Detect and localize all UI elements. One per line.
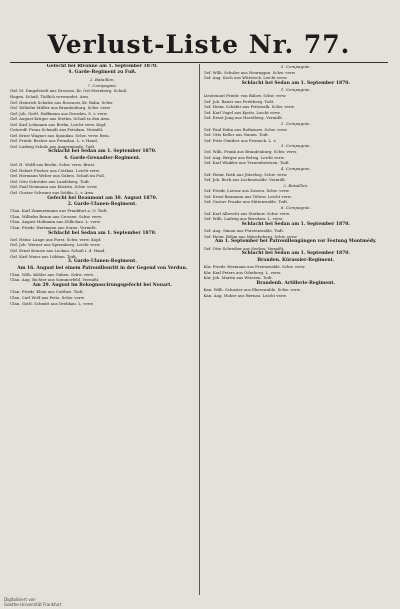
casualty-entry: Ulan. Aug. Richter aus Sommerfeld. Vermißt. (10, 277, 100, 283)
casualty-entry: Gef. Karl Albrecht aus Storkow. Schw. verw. (203, 210, 291, 216)
subsection-heading: 7. Compagnie. (87, 82, 118, 88)
casualty-entry: Kür. Karl Peters aus Oderberg. L. verw. (203, 269, 282, 275)
casualty-entry: Ulan. August Hofmann aus Züllichau. L. verw. (10, 219, 101, 225)
casualty-entry: Gef. Joh. Bauer aus Perleberg. Todt. (203, 98, 275, 104)
section-heading: Branden. Kürassier-Regiment. (257, 257, 335, 263)
right-column (199, 64, 389, 595)
section-heading: Schlacht bei Sedan am 1. September 1870. (241, 221, 350, 227)
casualty-entry: Gef. Paul Hahn aus Rathenow. Schw. verw. (203, 126, 288, 132)
subsection-heading: 4. Compagnie. (280, 165, 311, 171)
section-heading: 4. Garde-Grenadier-Regiment. (64, 155, 141, 161)
casualty-entry: Gef. Aug. Berger aus Belzig. Leicht verw. (203, 154, 285, 160)
section-heading: Schlacht bei Sedan am 1. September 1870. (241, 80, 350, 86)
subsection-heading: 1. Compagnie. (280, 87, 311, 93)
section-heading: Schlacht bei Sedan am 1. September 1870. (241, 251, 350, 257)
section-heading: 3. Garde-Ulanen-Regiment. (67, 259, 137, 265)
casualty-entry: Gef. Heinr. Lange aus Forst. Schw. verw. Kopf. (10, 236, 102, 242)
casualty-entry: Gef. Joh. Werner aus Spremberg. Leicht verw. (10, 242, 101, 248)
casualty-entry: Kür. Friedr. Hermann aus Freienwalde. Schw. verw. (203, 264, 306, 270)
casualty-entry: Ulan. Carl Wolf aus Peitz. Schw. verw. (10, 294, 85, 300)
columns (10, 64, 388, 595)
section-heading: 2. Garde-Ulanen-Regiment. (67, 201, 137, 207)
casualty-entry: Ulan. Friedr. Klein aus Cottbus. Todt. (10, 289, 84, 295)
subsection-heading: 2. Bataillon. (283, 182, 309, 188)
subsection-heading: 2. Bataillon. (89, 76, 115, 82)
casualty-entry: Kan. Wilh. Schuster aus Eberswalde. Schw. verw. (203, 287, 301, 293)
casualty-entry: Gef. Wilh. Frank aus Brandenburg. Schw. verw. (203, 149, 297, 155)
subsection-heading: 2. Compagnie. (280, 120, 311, 126)
casualty-entry: Gef. Ernst Baumann aus Teltow. Leicht verw. (203, 193, 292, 199)
casualty-entry: Gef. H. Wolff aus Berlin. Schw. verw. Brust. (10, 162, 96, 168)
subsection-heading: 6. Compagnie. (280, 205, 311, 211)
casualty-entry: Lieutenant Friedr. von Bülow. Schw. verw. (203, 93, 287, 99)
section-heading: Am 29. August im Rekognoscirungsgefecht bei Nouart. (32, 283, 172, 289)
casualty-entry: Kan. Aug. Huber aus Bernau. Leicht verw. (203, 292, 287, 298)
casualty-entry: Gef. Hermann Weber aus Guben. Schuß im Fuß. (10, 173, 106, 179)
casualty-entry: Gef. Otto Schreiber aus Seelow. Vermißt. (203, 245, 285, 251)
casualty-entry: Gef. Otto Schröder aus Landsberg. Todt. (10, 178, 91, 184)
casualty-entry: Gef. Ludwig Schulz aus Angermünde. Todt. (10, 143, 96, 149)
casualty-entry: Hagen. Schuß. Tödlich verwundet. Arm. (10, 93, 90, 99)
casualty-entry: Gef. Wilhelm Müller aus Brandenburg. Schw. verw. (10, 105, 111, 111)
casualty-entry: Gef. Karl Vogel aus Kyritz. Leicht verw. (203, 109, 281, 115)
casualty-entry: Gef. Aug. Simon aus Fürstenwalde. Todt. (203, 228, 285, 234)
casualty-entry: Gef. Otto Keller aus Nauen. Todt. (203, 132, 270, 138)
casualty-entry: Gef. Karl Meier aus Lübben. Todt. (10, 253, 78, 259)
section-heading: 4. Garde-Regiment zu Fuß. (68, 70, 137, 76)
footer-line-2: Goethe-Universität Frankfurt (4, 601, 62, 607)
casualty-entry: Gef. Aug. Koch aus Wittstock. Leicht verw. (203, 75, 288, 81)
casualty-entry: Gef. M. Dingelstedt aus Drossen, Kr. Ost-Sternberg. Schuß. (10, 88, 128, 94)
subsection-heading: 3. Compagnie. (280, 143, 311, 149)
casualty-entry: Gef. Joh. Beck aus Luckenwalde. Vermißt. (203, 177, 287, 183)
casualty-entry: Gef. Heinrich Schulze aus Rosenow, Kr. Bahn. Schw. (10, 99, 114, 105)
casualty-entry: Gef. August Krüger aus Stettin. Schuß in den Arm. (10, 116, 111, 122)
casualty-entry: Gef. Friedr. Becker aus Prenzlau. L. v. Hand. (10, 138, 98, 144)
casualty-entry: Gef. Heinr. Böhm aus Müncheberg. Schw. verw. (203, 233, 298, 239)
footer-line-1: Digitalisiert von (4, 597, 36, 602)
casualty-entry: Gef. Karl Winkler aus Treuenbrietzen. Todt. (203, 160, 290, 166)
casualty-entry: Gef. Wilh. Ludwig aus Beeskow. L. verw. (203, 216, 284, 222)
casualty-entry: Ulan. Wilh. Köhler aus Guben. Schw. verw. (10, 271, 95, 277)
casualty-entry: Gef. Ernst Wagner aus Spandau. Schw. verw. Bein. (10, 132, 110, 138)
casualty-entry: Gef. Friedr. Lorenz aus Zossen. Schw. verw. (203, 188, 290, 194)
casualty-entry: Gef. Paul Neumann aus Küstrin. Schw. verw. (10, 184, 98, 190)
page-title: Verlust-Liste Nr. 77. (10, 30, 388, 63)
casualty-entry: Gef. Gustav Schwarz aus Soldin. L. v. Arm. (10, 189, 95, 195)
section-heading: Am 16. August bei einem Patrouillenritt in der Gegend von Verdun. (17, 265, 188, 271)
section-heading: Gefecht bei Rivonne am 1. September 1870. (46, 64, 158, 69)
casualty-entry: Unteroff. Franz Schmidt aus Potsdam. Vermißt. (10, 127, 104, 133)
section-heading: Gefecht bei Beaumont am 30. August 1870. (47, 195, 158, 201)
casualty-entry: Gef. Ernst Krause aus Luckau. Schuß i. d. Hand. (10, 248, 106, 254)
section-heading: Schlacht bei Sedan am 1. September 1870. (48, 149, 157, 155)
casualty-entry: Gef. Fritz Günther aus Friesack. L. v. (203, 137, 277, 143)
casualty-entry: Gef. Gustav Franke aus Mittenwalde. Todt. (203, 199, 289, 205)
casualty-entry: Ulan. Karl Zimmermann aus Frankfurt a. O. Todt. (10, 208, 108, 214)
casualty-entry: Ulan. Friedr. Hartmann aus Sorau. Vermißt. (10, 224, 97, 230)
section-heading: Brandenb. Artillerie-Regiment. (256, 280, 336, 286)
casualty-entry: Gef. Heinr. Schäfer aus Pritzwalk. Schw. verw. (203, 104, 295, 110)
casualty-entry: Ulan. Wilhelm Braun aus Crossen. Schw. verw. (10, 213, 103, 219)
casualty-entry: Gef. Karl Lehmann aus Berlin. Leicht verw. Kopf. (10, 121, 107, 127)
subsection-heading: 5. Compagnie. (280, 64, 311, 69)
section-heading: Schlacht bei Sedan am 1. September 1870. (48, 230, 157, 236)
left-column (10, 64, 199, 595)
casualty-entry: Gef. Robert Fischer aus Cottbus. Leicht verw. (10, 167, 100, 173)
casualty-entry: Gef. Ernst Jung aus Havelberg. Vermißt. (203, 115, 284, 121)
casualty-entry: Gef. Wilh. Schulze aus Neuruppin. Schw. verw. (203, 69, 296, 75)
casualty-entry: Ulan. Gottl. Schmitt aus Drebkau. L. verw. (10, 300, 94, 306)
casualty-entry: Kür. Joh. Martin aus Wriezen. Todt. (203, 275, 273, 281)
casualty-entry: Gef. Joh. Gottl. Hoffmann aus Dresden. S. v. verw. (10, 110, 108, 116)
casualty-entry: Gef. Heinr. Roth aus Jüterbog. Schw. verw. (203, 171, 288, 177)
section-heading: Am 1. September bei Patrouillengängen vor Festung Montmédy. (214, 239, 377, 245)
library-footer (4, 598, 61, 607)
